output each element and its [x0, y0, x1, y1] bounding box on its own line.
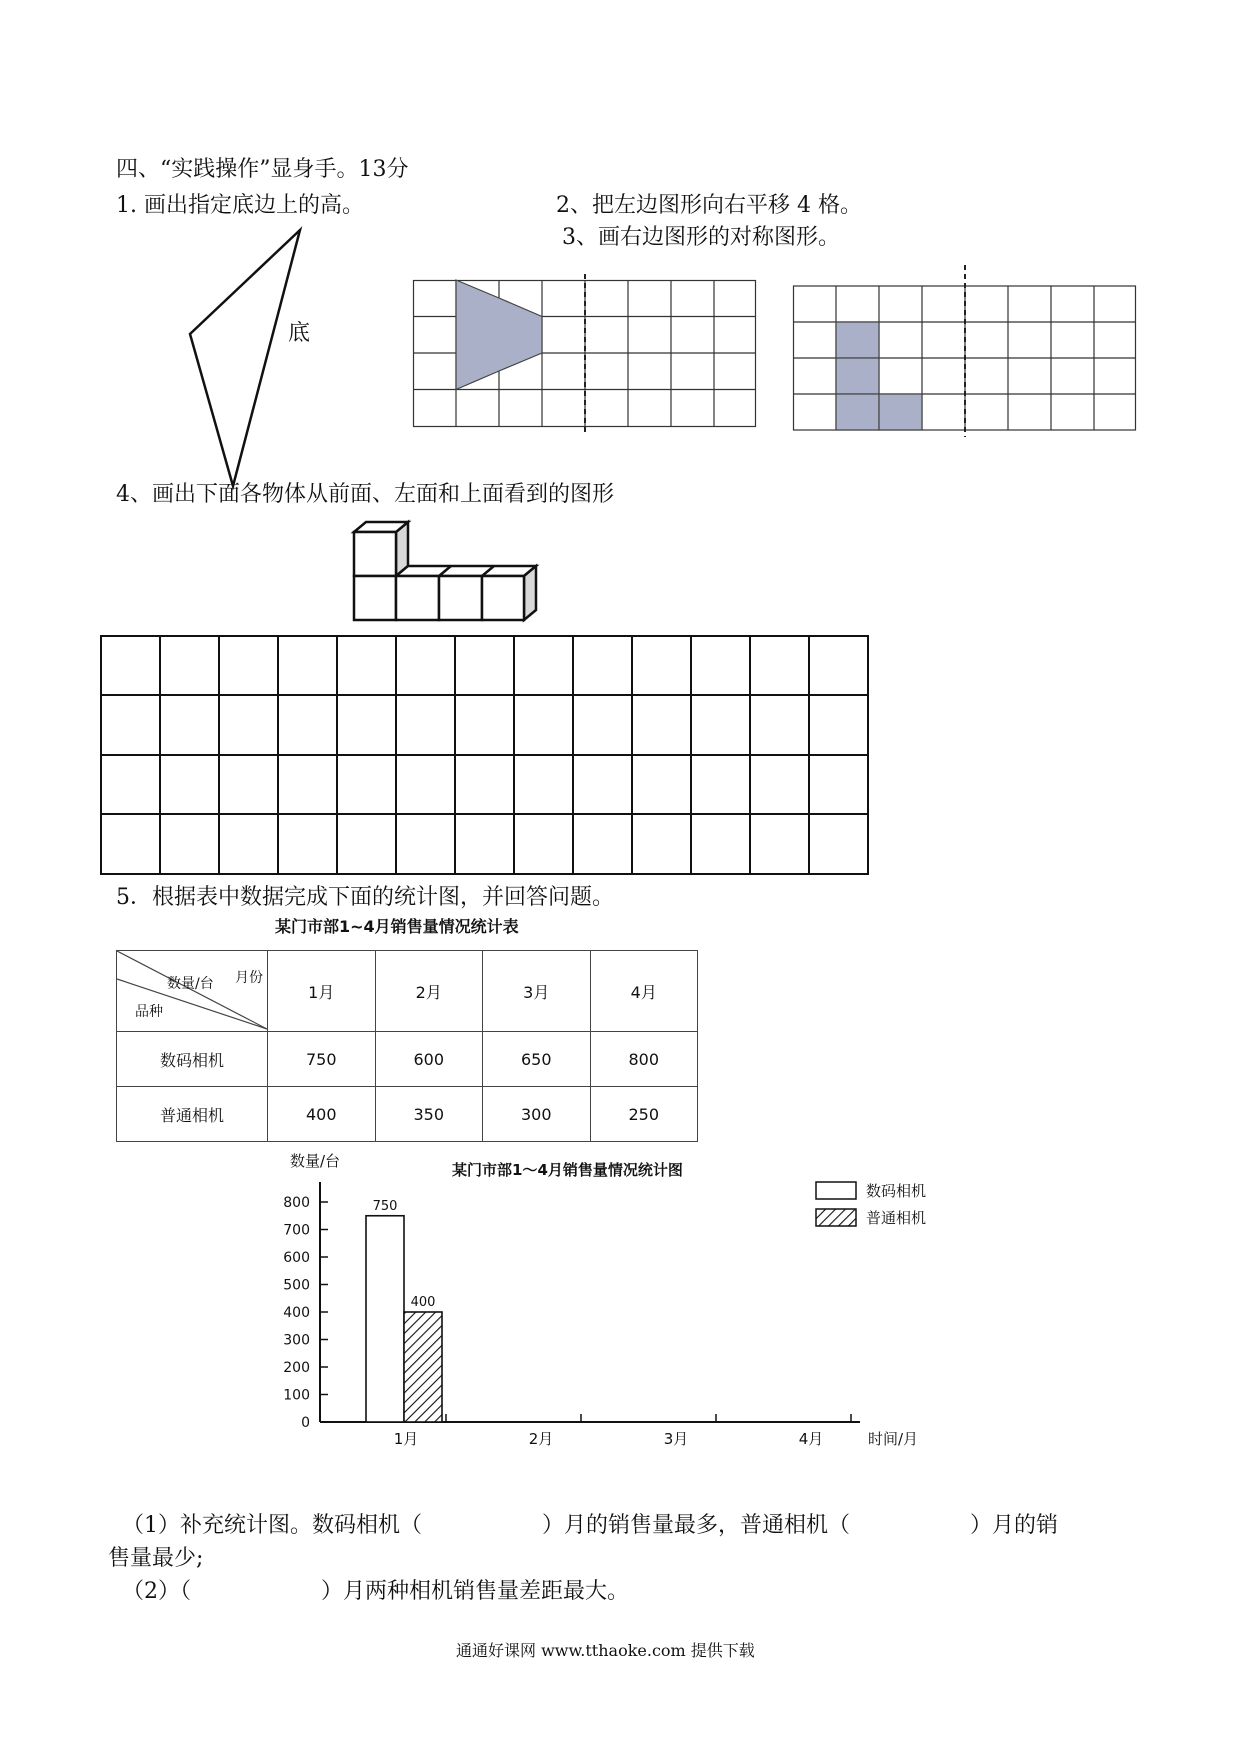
- sales-table: [116, 950, 698, 1142]
- answer-grid[interactable]: [100, 635, 880, 885]
- table-cell: 350: [375, 1087, 483, 1142]
- legend-label: 普通相机: [866, 1209, 927, 1227]
- question-3-label: 3、画右边图形的对称图形。: [562, 225, 840, 250]
- x-tick-label: 2月: [528, 1430, 554, 1448]
- x-tick-label: 4月: [798, 1430, 824, 1448]
- question-5-label: 5．根据表中数据完成下面的统计图，并回答问题。: [116, 885, 614, 910]
- x-tick-label: 1月: [393, 1430, 419, 1448]
- legend-swatch: [816, 1182, 856, 1199]
- footer-text: 通通好课网 www.tthaoke.com 提供下载: [456, 1641, 755, 1660]
- x-axis-label: 时间/月: [868, 1430, 919, 1448]
- y-tick-label: 400: [283, 1305, 310, 1321]
- question-part-2: [122, 1574, 629, 1605]
- section-title: 四、“实践操作”显身手。13分: [116, 157, 409, 182]
- y-tick-label: 0: [301, 1415, 310, 1431]
- y-tick-label: 500: [283, 1277, 310, 1294]
- q2-text-b: ）月两种相机销售量差距最大。: [321, 1579, 630, 1604]
- chart-title: 某门市部1～4月销售量情况统计图: [452, 1161, 683, 1179]
- month-header: 2月: [375, 951, 483, 1032]
- table-cell: 600: [375, 1032, 483, 1087]
- legend-label: 数码相机: [866, 1182, 927, 1200]
- q2-text-a: （2）（: [122, 1579, 191, 1604]
- question-1-label: 1. 画出指定底边上的高。: [116, 193, 364, 218]
- month-header: 1月: [268, 951, 376, 1032]
- table-row: [117, 1087, 698, 1142]
- row-label: 普通相机: [117, 1087, 268, 1142]
- table-cell: 750: [268, 1032, 376, 1087]
- row-label: 数码相机: [117, 1032, 268, 1087]
- base-label: 底: [288, 321, 311, 346]
- legend-swatch: [816, 1209, 856, 1226]
- y-tick-label: 300: [283, 1332, 310, 1349]
- translation-grid: [413, 280, 753, 440]
- bar: [366, 1216, 404, 1422]
- corner-month: 月份: [235, 970, 263, 986]
- x-tick-label: 3月: [663, 1430, 689, 1448]
- y-tick-label: 800: [283, 1195, 310, 1211]
- y-tick-label: 200: [283, 1360, 310, 1376]
- table-cell: 650: [483, 1032, 591, 1087]
- y-axis-label: 数量/台: [290, 1152, 341, 1170]
- bar: [404, 1312, 442, 1422]
- question-4-label: 4、画出下面各物体从前面、左面和上面看到的图形: [116, 482, 614, 507]
- corner-cell: [117, 951, 268, 1032]
- bar-value-label: 400: [410, 1295, 436, 1310]
- symmetry-grid: [793, 265, 1138, 435]
- q1-text-c: ）月的销: [970, 1513, 1059, 1538]
- y-tick-label: 100: [283, 1387, 310, 1404]
- table-cell: 400: [268, 1087, 376, 1142]
- corner-kind: 品种: [135, 1004, 163, 1020]
- table-cell: 250: [590, 1087, 698, 1142]
- corner-quantity: 数量/台: [167, 976, 214, 992]
- month-header: 3月: [483, 951, 591, 1032]
- cube-figure: [350, 520, 550, 630]
- question-2-label: 2、把左边图形向右平移 4 格。: [556, 193, 862, 218]
- q1-text-a: （1）补充统计图。数码相机（: [122, 1513, 422, 1538]
- q1-text-b: ）月的销售量最多，普通相机（: [542, 1513, 851, 1538]
- month-header: 4月: [590, 951, 698, 1032]
- bar-value-label: 750: [372, 1198, 398, 1214]
- table-cell: 300: [483, 1087, 591, 1142]
- y-tick-label: 700: [283, 1222, 310, 1239]
- table-title: 某门市部1~4月销售量情况统计表: [275, 917, 519, 936]
- table-row: [117, 1032, 698, 1087]
- question-part-1-cont: 售量最少;: [108, 1546, 204, 1571]
- table-cell: 800: [590, 1032, 698, 1087]
- y-tick-label: 600: [283, 1250, 310, 1266]
- question-part-1: [122, 1508, 1058, 1539]
- sales-bar-chart: [270, 1152, 1030, 1470]
- l-shape: [836, 322, 922, 430]
